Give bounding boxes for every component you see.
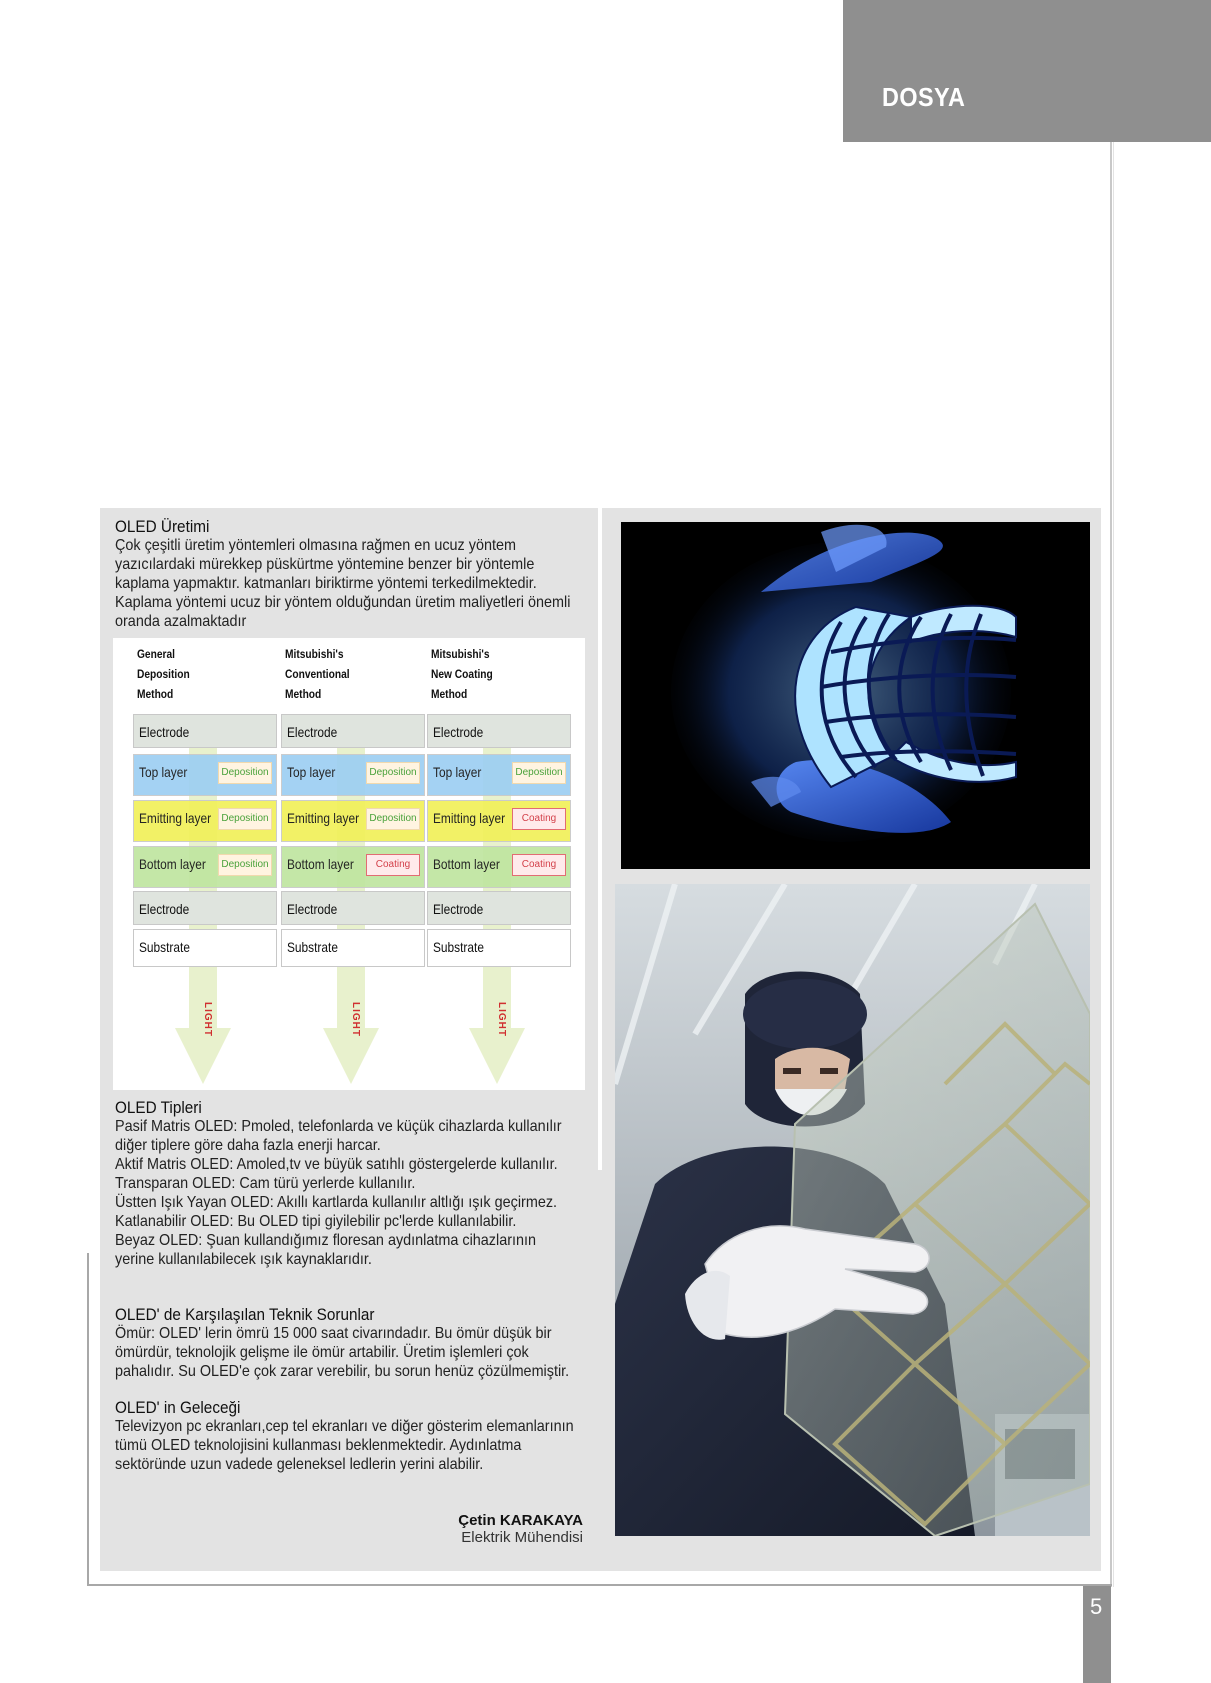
types-line: Üstten Işık Yayan OLED: Akıllı kartlarda kullanılır altlığı ışık geçirmez. (115, 1194, 558, 1211)
layer-label: Top layer (433, 764, 482, 780)
types-line: yerine kullanılabilecek ışık kaynaklarıdır. (115, 1251, 372, 1268)
diagram-column (273, 638, 417, 1090)
production-line: Kaplama yöntemi ucuz bir yöntem olduğundan üretim maliyetleri önemli (115, 594, 571, 611)
diagram-layer-top (281, 754, 425, 796)
types-title: OLED Tipleri (115, 1098, 202, 1117)
types-line: Transparan OLED: Cam türü yerlerde kullanılır. (115, 1175, 416, 1192)
process-tag: Deposition (218, 854, 272, 876)
process-tag: Deposition (366, 762, 420, 784)
light-label: LIGHT (496, 1002, 507, 1037)
diagram-column-title: Mitsubishi's Conventional Method (285, 647, 350, 701)
layer-label: Top layer (139, 764, 188, 780)
diagram-layer-sub (427, 929, 571, 967)
diagram-layer-electrode (281, 891, 425, 925)
author-role: Elektrik Mühendisi (461, 1529, 583, 1546)
production-line: oranda azalmaktadır (115, 613, 247, 630)
future-title: OLED' in Geleceği (115, 1398, 241, 1417)
section-label: DOSYA (882, 82, 966, 112)
diagram-layer-sub (133, 929, 277, 967)
right-rule-shade (1113, 142, 1114, 1587)
diagram-column (125, 638, 269, 1090)
diagram-layer-bottom (281, 846, 425, 888)
layer-label: Emitting layer (139, 810, 212, 826)
layer-label: Bottom layer (287, 856, 354, 872)
light-label: LIGHT (202, 1002, 213, 1037)
column-divider (598, 508, 602, 1170)
layer-label: Top layer (287, 764, 336, 780)
types-line: Katlanabilir OLED: Bu OLED tipi giyilebilir pc'lerde kullanılabilir. (115, 1213, 517, 1230)
right-rule (1110, 142, 1112, 1587)
production-line: kaplama yapmaktır. katmanları biriktirme yöntemi terkedilmektedir. (115, 575, 537, 592)
diagram-column-title: Mitsubishi's New Coating Method (431, 647, 493, 701)
layer-label: Bottom layer (139, 856, 206, 872)
layer-label: Electrode (139, 901, 190, 917)
layer-label: Electrode (287, 901, 338, 917)
diagram-layer-electrode (133, 714, 277, 748)
diagram-column (419, 638, 563, 1090)
future-line: sektöründe uzun vadede geleneksel ledlerin yerini alabilir. (115, 1456, 484, 1473)
types-line: diğer tiplere göre daha fazla enerji harcar. (115, 1137, 381, 1154)
cleanroom-worker-photo (615, 884, 1090, 1536)
problems-line: pahalıdır. Su OLED'e çok zarar verebilir, bu sorun henüz çözülmemiştir. (115, 1363, 570, 1380)
deposition-method-diagram (113, 638, 585, 1090)
layer-label: Emitting layer (287, 810, 360, 826)
diagram-layer-top (133, 754, 277, 796)
layer-label: Emitting layer (433, 810, 506, 826)
process-tag: Coating (366, 854, 420, 876)
layer-label: Electrode (433, 724, 484, 740)
light-label: LIGHT (350, 1002, 361, 1037)
diagram-layer-electrode (427, 891, 571, 925)
process-tag: Deposition (218, 808, 272, 830)
production-line: Çok çeşitli üretim yöntemleri olmasına rağmen en ucuz yöntem (115, 537, 516, 554)
process-tag: Deposition (512, 762, 566, 784)
process-tag: Coating (512, 854, 566, 876)
author-name: Çetin KARAKAYA (458, 1512, 583, 1529)
diagram-layer-emit (133, 800, 277, 842)
left-rule (87, 1253, 89, 1586)
diagram-layer-top (427, 754, 571, 796)
process-tag: Deposition (218, 762, 272, 784)
diagram-column-title: General Deposition Method (137, 647, 190, 701)
layer-label: Electrode (287, 724, 338, 740)
layer-label: Substrate (433, 939, 484, 955)
types-line: Beyaz OLED: Şuan kullandığımız floresan aydınlatma cihazlarının (115, 1232, 537, 1249)
production-line: yazıcılardaki mürekkep püskürtme yöntemine benzer bir yöntemle (115, 556, 535, 573)
problems-line: Ömür: OLED' lerin ömrü 15 000 saat civarındadır. Bu ömür düşük bir (115, 1325, 552, 1342)
process-tag: Coating (512, 808, 566, 830)
layer-label: Bottom layer (433, 856, 500, 872)
production-title: OLED Üretimi (115, 517, 210, 536)
problems-line: ömürdür, teknolojik gelişme ile ömür artabilir. Üretim işlemleri çok (115, 1344, 529, 1361)
process-tag: Deposition (366, 808, 420, 830)
diagram-layer-emit (427, 800, 571, 842)
types-line: Aktif Matris OLED: Amoled,tv ve büyük satıhlı göstergelerde kullanılır. (115, 1156, 558, 1173)
page-number: 5 (1090, 1594, 1103, 1619)
layer-label: Electrode (433, 901, 484, 917)
diagram-layer-bottom (427, 846, 571, 888)
section-header-box (843, 0, 1211, 142)
types-line: Pasif Matris OLED: Pmoled, telefonlarda ve küçük cihazlarda kullanılır (115, 1118, 562, 1135)
layer-label: Electrode (139, 724, 190, 740)
future-line: Televizyon pc ekranları,cep tel ekranları ve diğer gösterim elemanlarının (115, 1418, 574, 1435)
flexible-oled-photo (621, 522, 1090, 869)
diagram-layer-electrode (281, 714, 425, 748)
diagram-layer-bottom (133, 846, 277, 888)
future-line: tümü OLED teknolojisini kullanması beklenmektedir. Aydınlatma (115, 1437, 522, 1454)
diagram-layer-electrode (133, 891, 277, 925)
diagram-layer-sub (281, 929, 425, 967)
layer-label: Substrate (139, 939, 190, 955)
diagram-layer-electrode (427, 714, 571, 748)
bottom-rule (87, 1584, 1112, 1586)
layer-label: Substrate (287, 939, 338, 955)
problems-title: OLED' de Karşılaşılan Teknik Sorunlar (115, 1305, 375, 1324)
diagram-layer-emit (281, 800, 425, 842)
